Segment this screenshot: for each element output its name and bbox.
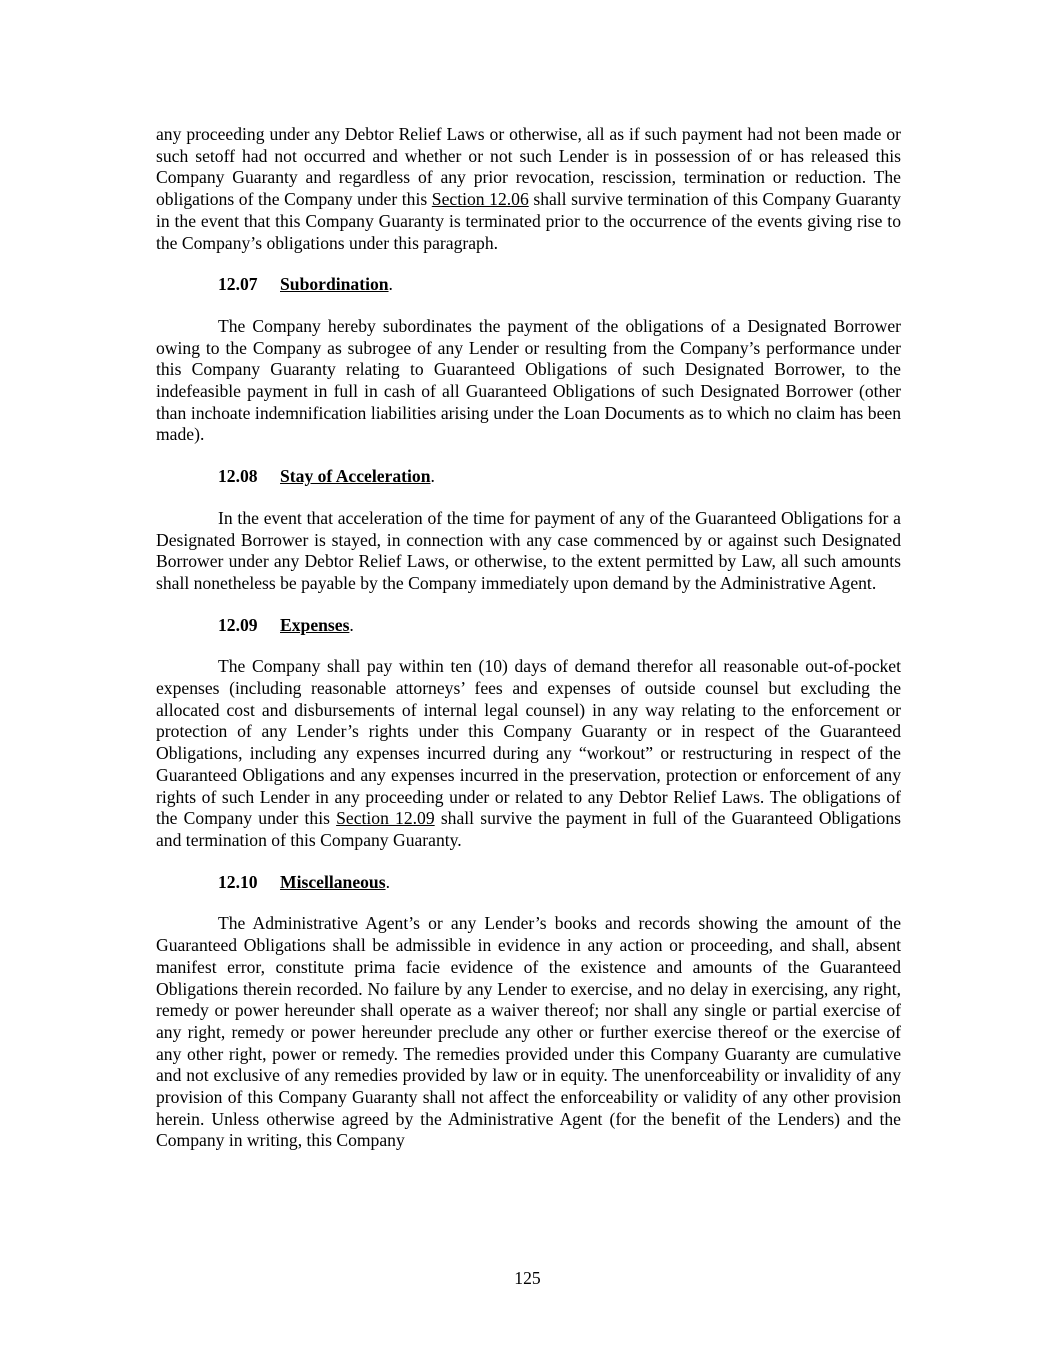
carryover-paragraph — [156, 124, 901, 254]
section-body-12-08: In the event that acceleration of the time for payment of any of the Guaranteed Obligations for a Designated Borrower is stayed, in connection with any case commenced by or against such Designated Borrower under any Debtor Relief Laws, or otherwise, to the extent permitted by Law, all such amounts shall nonetheless be payable by the Company immediately upon demand by the Administrative Agent. — [156, 507, 901, 593]
section-12-09-reference: Section 12.09 — [336, 808, 435, 829]
section-heading-12-09 — [218, 615, 901, 637]
heading-period: . — [388, 274, 393, 295]
section-title: Stay of Acceleration — [280, 466, 431, 487]
section-12-06-reference: Section 12.06 — [431, 189, 529, 210]
section-body-12-10: The Administrative Agent’s or any Lender’s books and records showing the amount of the Guaranteed Obligations shall be admissible in evidence in any action or proceeding, and shall, absent manifest error, constitute prima facie evidence of the existence and amounts of the Guaranteed Obligations therein recorded. No failure by any Lender to exercise, and no delay in exercising, any right, remedy or power hereunder shall operate as a waiver thereof; nor shall any single or partial exercise of any right, remedy or power hereunder preclude any other or further exercise thereof or the exercise of any other right, power or remedy. The remedies provided under this Company Guaranty are cumulative and not exclusive of any remedies provided by law or in equity. The unenforceability or invalidity of any provision of this Company Guaranty shall not affect the enforceability or validity of any other provision herein. Unless otherwise agreed by the Administrative Agent (for the benefit of the Lenders) and the Company in writing, this Company — [156, 913, 901, 1151]
section-heading-12-10 — [218, 872, 901, 894]
section-title: Expenses — [280, 614, 350, 635]
section-number: 12.09 — [218, 614, 258, 635]
section-body-text: The Company shall pay within ten (10) days of demand therefor all reasonable out-of-pocket expenses (including reasonable attorneys’ fees and expenses of outside counsel but excluding the allocated cost and disbursements of internal legal counsel) in any way relating to the enforcement or protection of any Lender’s rights under this Company Guaranty or in respect of the Guaranteed Obligations, including any expenses incurred during any “workout” or restructuring in respect of the Guaranteed Obligations and any expenses incurred in the preservation, protection or enforcement of any rights of such Lender in any proceeding under or related to any Debtor Relief Laws. The obligations of the Company under this — [156, 656, 901, 829]
section-title: Miscellaneous — [280, 871, 386, 892]
carryover-text: any proceeding under any Debtor Relief Laws or otherwise, all as if such payment had not been made or such setoff had not occurred and whether or not such Lender is in possession of or has released this Company Guaranty and regardless of any prior revocation, rescission, termination or reduction. The obligations of the Company under this — [156, 124, 901, 210]
page-number: 125 — [514, 1268, 541, 1288]
carryover-text-end: shall survive termination of this Company Guaranty in the event that this Company Guaranty is terminated prior to the occurrence of the events giving rise to the Company’s obligations under this paragraph. — [156, 189, 901, 253]
heading-period: . — [430, 466, 435, 487]
document-page — [156, 124, 901, 1152]
section-heading-12-08 — [218, 466, 901, 488]
section-number: 12.08 — [218, 466, 258, 487]
section-title: Subordination — [280, 274, 389, 295]
heading-period: . — [385, 871, 390, 892]
section-heading-12-07 — [218, 274, 901, 296]
section-body-text-end: shall survive the payment in full of the Guaranteed Obligations and termination of this Company Guaranty. — [156, 808, 901, 850]
heading-period: . — [349, 614, 354, 635]
section-number: 12.07 — [218, 274, 258, 295]
section-number: 12.10 — [218, 871, 258, 892]
section-body-12-07: The Company hereby subordinates the payment of the obligations of a Designated Borrower owing to the Company as subrogee of any Lender or resulting from the Company’s performance under this Company Guaranty relating to Guaranteed Obligations of such Designated Borrower, to the indefeasible payment in full in cash of all Guaranteed Obligations of such Designated Borrower (other than inchoate indemnification liabilities arising under the Loan Documents as to which no claim has been made). — [156, 315, 901, 445]
section-body-12-09 — [156, 656, 901, 851]
